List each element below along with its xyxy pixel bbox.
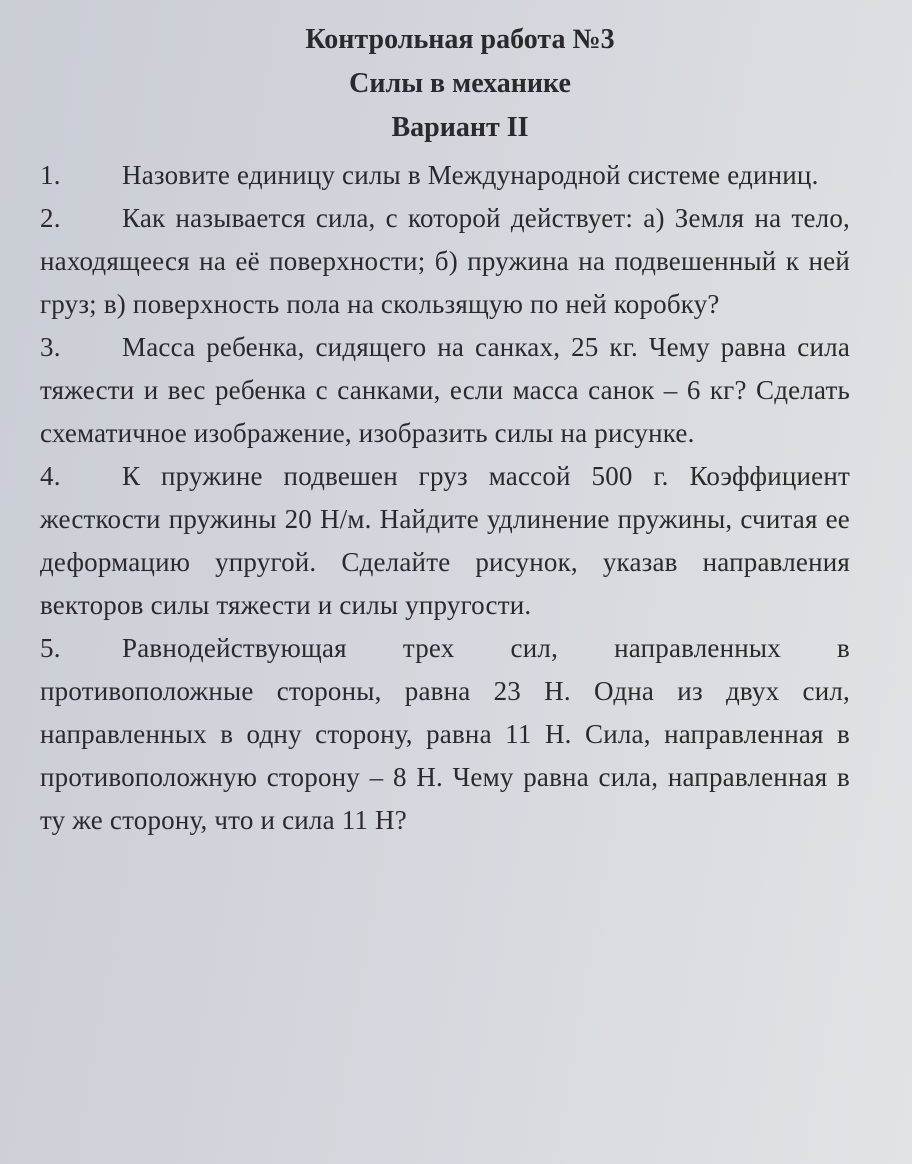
question-text: Масса ребенка, сидящего на санках, 25 кг. Чему равна сила тяжести и вес ребенка с санками, если масса санок – 6 кг? Сделать схематичное изображение, изобразить силы на рисунке. bbox=[40, 332, 850, 448]
question-number: 2. bbox=[40, 203, 61, 233]
variant-label: Вариант II bbox=[391, 112, 529, 143]
question-2 bbox=[40, 197, 850, 326]
question-number: 1. bbox=[40, 160, 61, 190]
question-number: 5. bbox=[40, 633, 61, 663]
document-header bbox=[40, 18, 850, 150]
question-4 bbox=[40, 455, 850, 627]
question-text: К пружине подвешен груз массой 500 г. Коэффициент жесткости пружины 20 Н/м. Найдите удлинение пружины, считая ее деформацию упругой. Сделайте рисунок, указав направления векторов силы тяжести и силы упругости. bbox=[40, 461, 850, 620]
question-text: Равнодействующая трех сил, направленных в противоположные стороны, равна 23 Н. Одна из двух сил, направленных в одну сторону, равна 11 Н. Сила, направленная в противоположную сторону – 8 Н. Чему равна сила, направленная в ту же сторону, что и сила 11 Н? bbox=[40, 633, 850, 835]
document-subtitle: Силы в механике bbox=[349, 68, 571, 99]
question-text: Назовите единицу силы в Международной системе единиц. bbox=[122, 160, 819, 190]
question-number: 4. bbox=[40, 461, 61, 491]
question-1 bbox=[40, 154, 850, 197]
document-title: Контрольная работа №3 bbox=[305, 24, 615, 55]
question-number: 3. bbox=[40, 332, 61, 362]
question-list bbox=[40, 154, 850, 842]
question-text: Как называется сила, с которой действует: а) Земля на тело, находящееся на её поверхности; б) пружина на подвешенный к ней груз; в) поверхность пола на скользящую по ней коробку? bbox=[40, 203, 850, 319]
question-5 bbox=[40, 627, 850, 842]
question-3 bbox=[40, 326, 850, 455]
